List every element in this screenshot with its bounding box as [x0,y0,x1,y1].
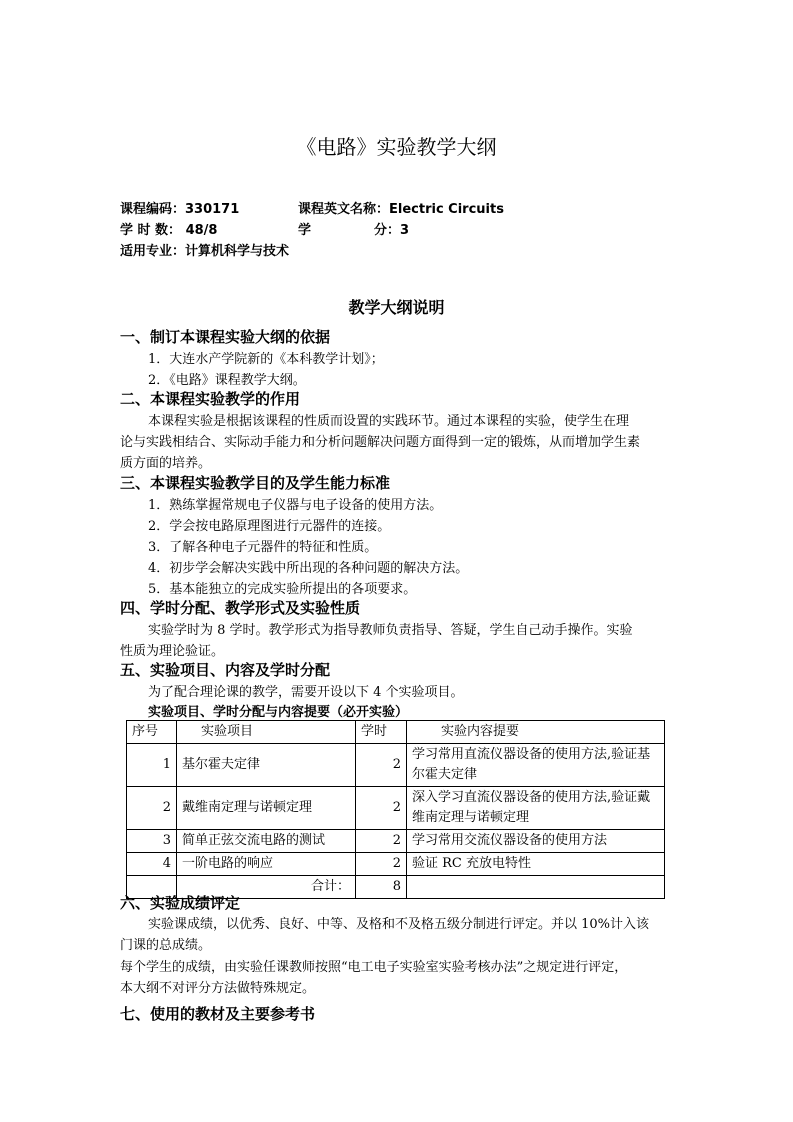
cell-hours: 2 [356,830,407,853]
applicable-major: 适用专业：计算机科学与技术 [120,244,290,259]
section-heading: 一、制订本课程实验大纲的依据 [120,328,331,346]
cell-index: 4 [127,853,177,876]
course-english-name: 课程英文名称：Electric Circuits [298,202,504,217]
cell-project: 戴维南定理与诺顿定理 [177,787,356,830]
header-cell: 实验内容提要 [407,721,665,744]
total-label: 合计： [177,876,356,899]
document-title: 《电路》实验教学大纲 [296,135,497,159]
cell-summary: 验证 RC 充放电特性 [407,853,665,876]
paragraph-line: 性质为理论验证。 [120,644,225,659]
table-row [127,830,665,853]
section-subtitle: 教学大纲说明 [348,298,445,317]
paragraph-line: 每个学生的成绩，由实验任课教师按照“电工电子实验室实验考核办法”之规定进行评定， [120,960,628,975]
paragraph-line: 实验课成绩，以优秀、良好、中等、及格和不及格五级分制进行评定。并以 10%计入该 [148,917,650,932]
cell-hours: 2 [356,787,407,830]
section-heading: 四、学时分配、教学形式及实验性质 [120,599,361,617]
paragraph-line: 实验学时为 8 学时。教学形式为指导教师负责指导、答疑，学生自己动手操作。实验 [148,623,633,638]
cell-index: 2 [127,787,177,830]
cell-summary: 学习常用交流仪器设备的使用方法 [407,830,665,853]
cell-index: 3 [127,830,177,853]
paragraph-line: 3．了解各种电子元器件的特征和性质。 [148,540,378,555]
header-cell: 学时 [356,721,407,744]
cell-summary: 深入学习直流仪器设备的使用方法,验证戴维南定理与诺顿定理 [407,787,665,830]
course-hours: 学 时 数： 48/8 [120,223,218,238]
experiment-table [126,720,665,899]
course-code: 课程编码：330171 [120,202,240,217]
cell-index: 1 [127,744,177,787]
course-credit: 分：3 [374,223,410,238]
total-hours: 8 [356,876,407,899]
cell-project: 基尔霍夫定律 [177,744,356,787]
paragraph-line: 为了配合理论课的教学，需要开设以下 4 个实验项目。 [148,685,464,700]
paragraph-line: 本课程实验是根据该课程的性质而设置的实践环节。通过本课程的实验，使学生在理 [148,414,630,429]
paragraph-line: 4．初步学会解决实践中所出现的各种问题的解决方法。 [148,561,469,576]
table-row [127,853,665,876]
cell-hours: 2 [356,744,407,787]
header-cell: 实验项目 [177,721,356,744]
paragraph-line: 2．《电路》课程教学大纲。 [148,373,306,388]
paragraph-line: 2．学会按电路原理图进行元器件的连接。 [148,519,391,534]
section-heading: 七、使用的教材及主要参考书 [120,1005,316,1023]
paragraph-line: 1．大连水产学院新的《本科教学计划》； [148,352,384,367]
cell-summary: 学习常用直流仪器设备的使用方法,验证基尔霍夫定律 [407,744,665,787]
header-cell: 序号 [127,721,177,744]
table-header-row [127,721,665,744]
section-heading: 六、实验成绩评定 [120,894,241,912]
paragraph-line: 质方面的培养。 [120,456,212,471]
paragraph-line: 5．基本能独立的完成实验所提出的各项要求。 [148,582,417,597]
section-heading: 五、实验项目、内容及学时分配 [120,661,331,679]
cell-hours: 2 [356,853,407,876]
cell-project: 一阶电路的响应 [177,853,356,876]
paragraph-line: 1．熟练掌握常规电子仪器与电子设备的使用方法。 [148,498,443,513]
table-row [127,744,665,787]
section-heading: 三、本课程实验教学目的及学生能力标准 [120,474,391,492]
credit-label: 学 [298,223,312,238]
table-row [127,787,665,830]
table-caption: 实验项目、学时分配与内容提要（必开实验） [148,705,409,720]
paragraph-line: 本大纲不对评分方法做特殊规定。 [120,981,316,996]
empty-cell [407,876,665,899]
section-heading: 二、本课程实验教学的作用 [120,390,301,408]
cell-project: 简单正弦交流电路的测试 [177,830,356,853]
paragraph-line: 论与实践相结合、实际动手能力和分析问题解决问题方面得到一定的锻炼，从而增加学生素 [120,435,641,450]
paragraph-line: 门课的总成绩。 [120,938,212,953]
